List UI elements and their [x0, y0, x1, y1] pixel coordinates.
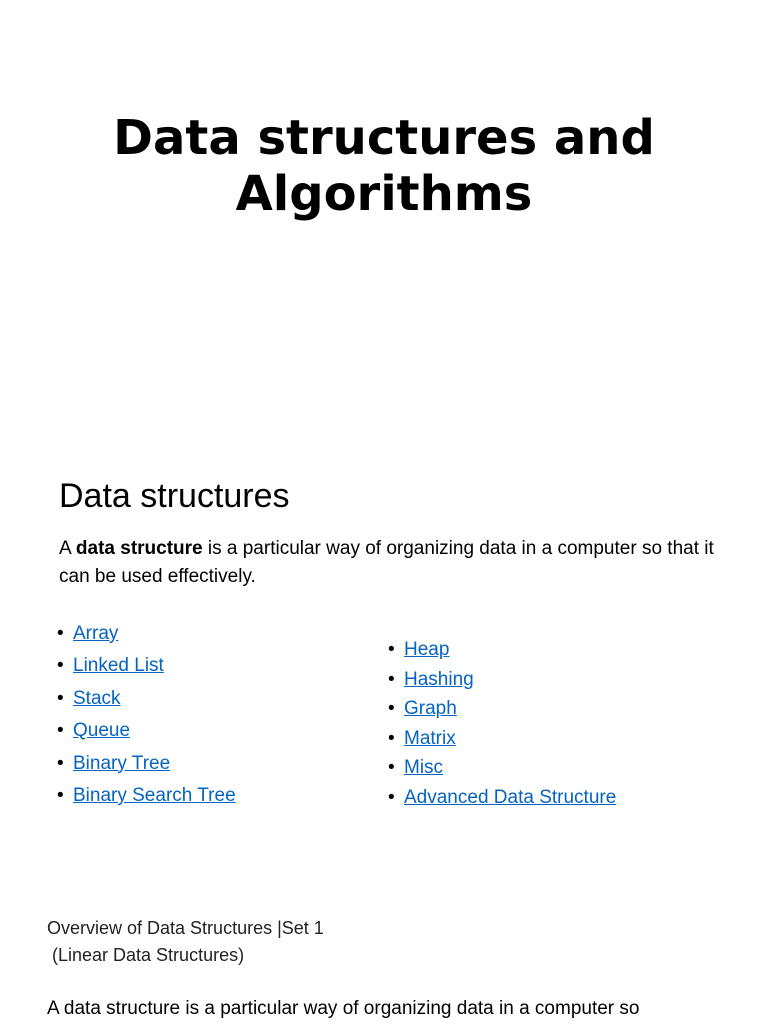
list-item [57, 715, 236, 747]
intro-bold-term: data structure [75, 538, 203, 559]
link-heap[interactable]: Heap [404, 639, 450, 660]
bullet-icon: • [388, 786, 395, 808]
page-title [0, 110, 768, 222]
intro-prefix: A [59, 538, 76, 559]
bullet-icon: • [57, 720, 64, 742]
data-structure-links-left [57, 618, 236, 812]
overview-paragraph: A data structure is a particular way of organizing data in a computer so [47, 998, 640, 1019]
list-item [388, 753, 616, 783]
list-item [388, 694, 616, 724]
bullet-icon: • [57, 687, 64, 709]
link-stack[interactable]: Stack [73, 687, 121, 709]
bullet-icon: • [388, 639, 395, 660]
intro-suffix: is a particular way of organizing data in a computer so that it can be used effectively. [59, 538, 714, 587]
link-binary-tree[interactable]: Binary Tree [73, 752, 171, 774]
list-item [57, 683, 236, 715]
overview-line-1: Overview of Data Structures |Set 1 [47, 918, 324, 938]
link-matrix[interactable]: Matrix [404, 727, 456, 749]
list-item [57, 650, 236, 682]
bullet-icon: • [388, 668, 395, 690]
list-item [388, 724, 616, 754]
link-binary-search-tree[interactable]: Binary Search Tree [73, 784, 236, 806]
link-queue[interactable]: Queue [73, 720, 131, 742]
list-item [388, 783, 616, 813]
link-misc[interactable]: Misc [404, 757, 444, 779]
link-hashing[interactable]: Hashing [404, 668, 474, 690]
page-title-line-2: Algorithms [235, 166, 533, 222]
list-item [388, 665, 616, 695]
page-title-line-1: Data structures and [113, 110, 655, 166]
bullet-icon: • [388, 757, 395, 779]
link-advanced-data-structure[interactable]: Advanced Data Structure [404, 786, 617, 808]
list-item [57, 748, 236, 780]
list-item [57, 780, 236, 812]
link-graph[interactable]: Graph [404, 698, 457, 720]
bullet-icon: • [57, 623, 64, 644]
link-array[interactable]: Array [73, 623, 119, 644]
section-heading: Data structures [59, 477, 290, 515]
bullet-icon: • [57, 752, 64, 774]
overview-heading [47, 915, 324, 969]
bullet-icon: • [57, 784, 64, 806]
overview-line-2: (Linear Data Structures) [47, 945, 245, 965]
link-linked-list[interactable]: Linked List [73, 655, 164, 677]
list-item [388, 635, 616, 665]
intro-paragraph [59, 535, 739, 591]
data-structure-links-right [388, 635, 616, 813]
bullet-icon: • [57, 655, 64, 677]
list-item [57, 618, 236, 650]
bullet-icon: • [388, 727, 395, 749]
bullet-icon: • [388, 698, 395, 720]
